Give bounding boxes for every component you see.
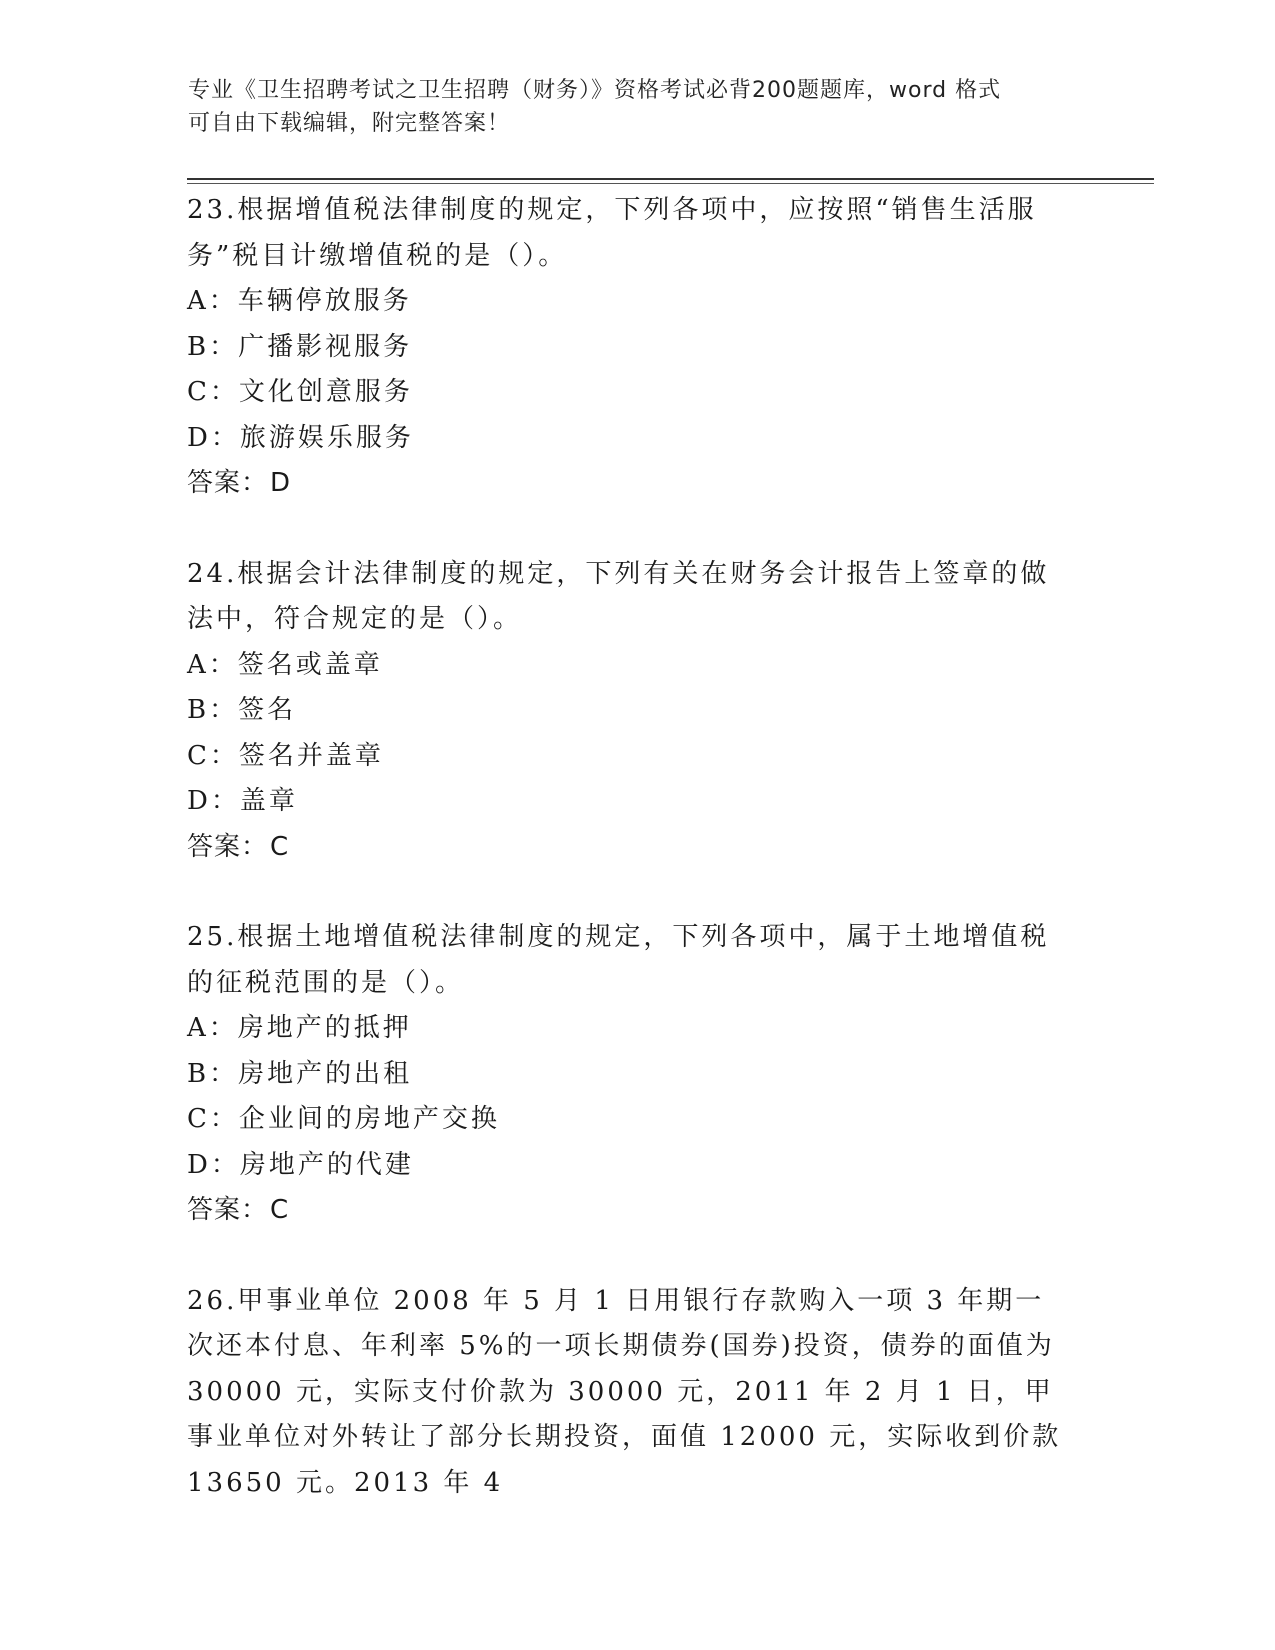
option-d: D：盖章: [187, 786, 298, 816]
option-d: D：房地产的代建: [187, 1149, 414, 1180]
answer-value: C: [270, 1195, 290, 1225]
question-text: 24.根据会计法律制度的规定，下列有关在财务会计报告上签章的做法中，符合规定的是（）。: [187, 558, 1050, 634]
question-24: [187, 552, 1067, 871]
option-list: [187, 279, 1067, 461]
question-text: 25.根据土地增值税法律制度的规定，下列各项中，属于土地增值税的征税范围的是（）。: [187, 922, 1050, 998]
option-a: A：房地产的抵押: [187, 1013, 412, 1043]
option-b: B：广播影视服务: [187, 331, 413, 362]
answer-value: D: [270, 468, 292, 498]
option-c: C：签名并盖章: [187, 740, 384, 771]
question-list: [187, 188, 1067, 1551]
document-header: [188, 74, 1068, 140]
option-b: B：房地产的出租: [187, 1058, 413, 1089]
answer-line: [187, 1188, 1067, 1234]
header-line-2: 可自由下载编辑，附完整答案！: [188, 111, 511, 136]
answer-label: 答案：: [187, 468, 269, 498]
answer-line: [187, 825, 1067, 871]
option-a: A：签名或盖章: [187, 649, 383, 680]
option-a: A：车辆停放服务: [187, 286, 412, 316]
header-rule-thick: [187, 178, 1154, 180]
option-c: C：企业间的房地产交换: [187, 1104, 500, 1134]
option-b: B：签名: [187, 695, 297, 725]
option-list: [187, 643, 1067, 825]
answer-label: 答案：: [187, 1195, 269, 1225]
question-text: 26.甲事业单位 2008 年 5 月 1 日用银行存款购入一项 3 年期一次还本付息、年利率 5%的一项长期债券(国券)投资，债券的面值为 30000 元，实际支付价款为 30000 元，2011 年 2 月 1 日，甲事业单位对外转让了部分长期投资，面值 12000 元，实际收到价款 13650 元。2013 年 4: [187, 1285, 1062, 1498]
option-d: D：旅游娱乐服务: [187, 422, 414, 453]
option-c: C：文化创意服务: [187, 377, 413, 407]
answer-line: [187, 461, 1067, 507]
question-25: [187, 915, 1067, 1234]
option-list: [187, 1006, 1067, 1188]
header-rule-thin: [187, 183, 1154, 184]
question-26: [187, 1279, 1067, 1507]
question-text: 23.根据增值税法律制度的规定，下列各项中，应按照“销售生活服务”税目计缴增值税的是（）。: [187, 195, 1037, 271]
answer-value: C: [270, 831, 290, 862]
question-23: [187, 188, 1067, 507]
answer-label: 答案：: [187, 831, 269, 862]
header-line-1: 专业《卫生招聘考试之卫生招聘（财务）》资格考试必背200题题库，word 格式: [188, 78, 1002, 103]
